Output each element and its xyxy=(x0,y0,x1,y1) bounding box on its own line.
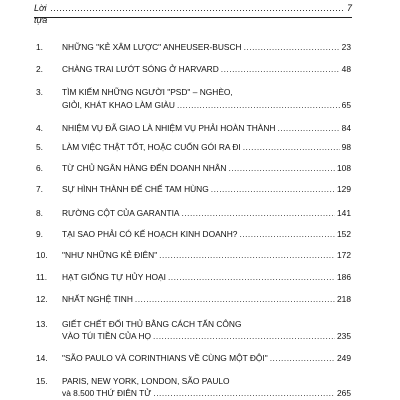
entry-number: 3. xyxy=(36,87,43,97)
entry-title: HẠT GIỐNG TỰ HỦY HOẠI xyxy=(62,272,166,282)
entry-page: 98 xyxy=(341,142,351,152)
preface-label: Lời tựa xyxy=(34,3,48,25)
dot-leader xyxy=(270,353,335,364)
entry-title: và 8.500 THỨ ĐIÊN TỬ xyxy=(62,388,152,398)
entry-title-line xyxy=(62,123,351,134)
entry-page: 48 xyxy=(341,64,351,74)
entry-number: 14. xyxy=(36,353,48,363)
entry-title: PARIS, NEW YORK, LONDON, SÃO PAULO xyxy=(62,376,230,386)
entry-title: NHẤT NGHỆ TINH xyxy=(62,294,133,304)
entry-page: 249 xyxy=(337,353,351,363)
dot-leader xyxy=(277,123,339,134)
divider xyxy=(34,17,352,18)
dot-leader xyxy=(177,100,340,111)
entry-title: TẠI SAO PHẢI CÓ KẾ HOẠCH KINH DOANH? xyxy=(62,229,238,239)
entry-page: 152 xyxy=(337,229,351,239)
entry-title: "SÃO PAULO VÀ CORINTHIANS VỀ CÙNG MỘT ĐỘI" xyxy=(62,353,268,363)
entry-page: 141 xyxy=(337,208,351,218)
entry-number: 13. xyxy=(36,319,48,329)
dot-leader xyxy=(153,331,335,342)
entry-page: 23 xyxy=(341,42,351,52)
dot-leader xyxy=(135,294,335,305)
entry-number: 12. xyxy=(36,294,48,304)
dot-leader xyxy=(243,142,340,153)
entry-title-line xyxy=(62,42,351,53)
entry-page: 65 xyxy=(341,100,351,110)
entry-page: 218 xyxy=(337,294,351,304)
entry-title-line xyxy=(62,163,351,174)
entry-number: 4. xyxy=(36,123,43,133)
dot-leader xyxy=(181,208,335,219)
entry-page: 129 xyxy=(337,184,351,194)
entry-number: 5. xyxy=(36,142,43,152)
entry-page: 265 xyxy=(337,388,351,398)
dot-leader xyxy=(153,388,335,399)
entry-title-line xyxy=(62,100,351,111)
entry-number: 15. xyxy=(36,376,48,386)
entry-title: GIẾT CHẾT ĐỐI THỦ BẰNG CÁCH TẤN CÔNG xyxy=(62,319,242,329)
entry-title-line xyxy=(62,208,351,219)
entry-number: 7. xyxy=(36,184,43,194)
entry-number: 11. xyxy=(36,272,48,282)
entry-page: 235 xyxy=(337,331,351,341)
entry-number: 2. xyxy=(36,64,43,74)
entry-title-line xyxy=(62,184,351,195)
entry-number: 10. xyxy=(36,250,48,260)
entry-title-line xyxy=(62,229,351,240)
entry-title: RƯỜNG CỘT CỦA GARANTIA xyxy=(62,208,180,218)
entry-number: 1. xyxy=(36,42,43,52)
entry-title: TỪ CHỦ NGÂN HÀNG ĐẾN DOANH NHÂN xyxy=(62,163,227,173)
entry-title: TÌM KIẾM NHỮNG NGƯỜI "PSD" – NGHÈO, xyxy=(62,87,233,97)
entry-title-line xyxy=(62,142,351,153)
dot-leader xyxy=(168,272,335,283)
dot-leader xyxy=(211,184,335,195)
entry-title-line xyxy=(62,272,351,283)
entry-title-line xyxy=(62,250,351,261)
entry-title: VÀO TÚI TIỀN CỦA HỌ xyxy=(62,331,152,341)
entry-title: GIỎI, KHÁT KHAO LÀM GIÀU xyxy=(62,100,175,110)
entry-title: SỰ HÌNH THÀNH ĐẾ CHẾ TAM HÙNG xyxy=(62,184,209,194)
preface-page: 7 xyxy=(346,3,352,13)
dot-leader xyxy=(239,229,335,240)
entry-page: 84 xyxy=(341,123,351,133)
entry-number: 9. xyxy=(36,229,43,239)
entry-page: 172 xyxy=(337,250,351,260)
entry-title: "NHƯ NHỮNG KẺ ĐIÊN" xyxy=(62,250,158,260)
dot-leader xyxy=(159,250,335,261)
entry-title-line xyxy=(62,353,351,364)
preface-entry xyxy=(34,2,352,26)
entry-page: 186 xyxy=(337,272,351,282)
entry-title: NHỮNG "KẺ XÂM LƯỢC" ANHEUSER-BUSCH xyxy=(62,42,242,52)
entry-number: 6. xyxy=(36,163,43,173)
entry-title-line xyxy=(62,64,351,75)
dot-leader xyxy=(228,163,335,174)
entry-title: LÀM VIỆC THẬT TỐT, HOẶC CUỐN GÓI RA ĐI xyxy=(62,142,241,152)
entry-title-line xyxy=(62,294,351,305)
entry-page: 108 xyxy=(337,163,351,173)
entry-number: 8. xyxy=(36,208,43,218)
entry-title: CHÀNG TRAI LƯỚT SÓNG Ở HARVARD xyxy=(62,64,219,74)
entry-title-line xyxy=(62,388,351,399)
dot-leader xyxy=(244,42,340,53)
dot-leader xyxy=(50,2,344,14)
entry-title-line xyxy=(62,331,351,342)
dot-leader xyxy=(221,64,340,75)
entry-title: NHIỆM VỤ ĐÃ GIAO LÀ NHIỆM VỤ PHẢI HOÀN THÀNH xyxy=(62,123,276,133)
